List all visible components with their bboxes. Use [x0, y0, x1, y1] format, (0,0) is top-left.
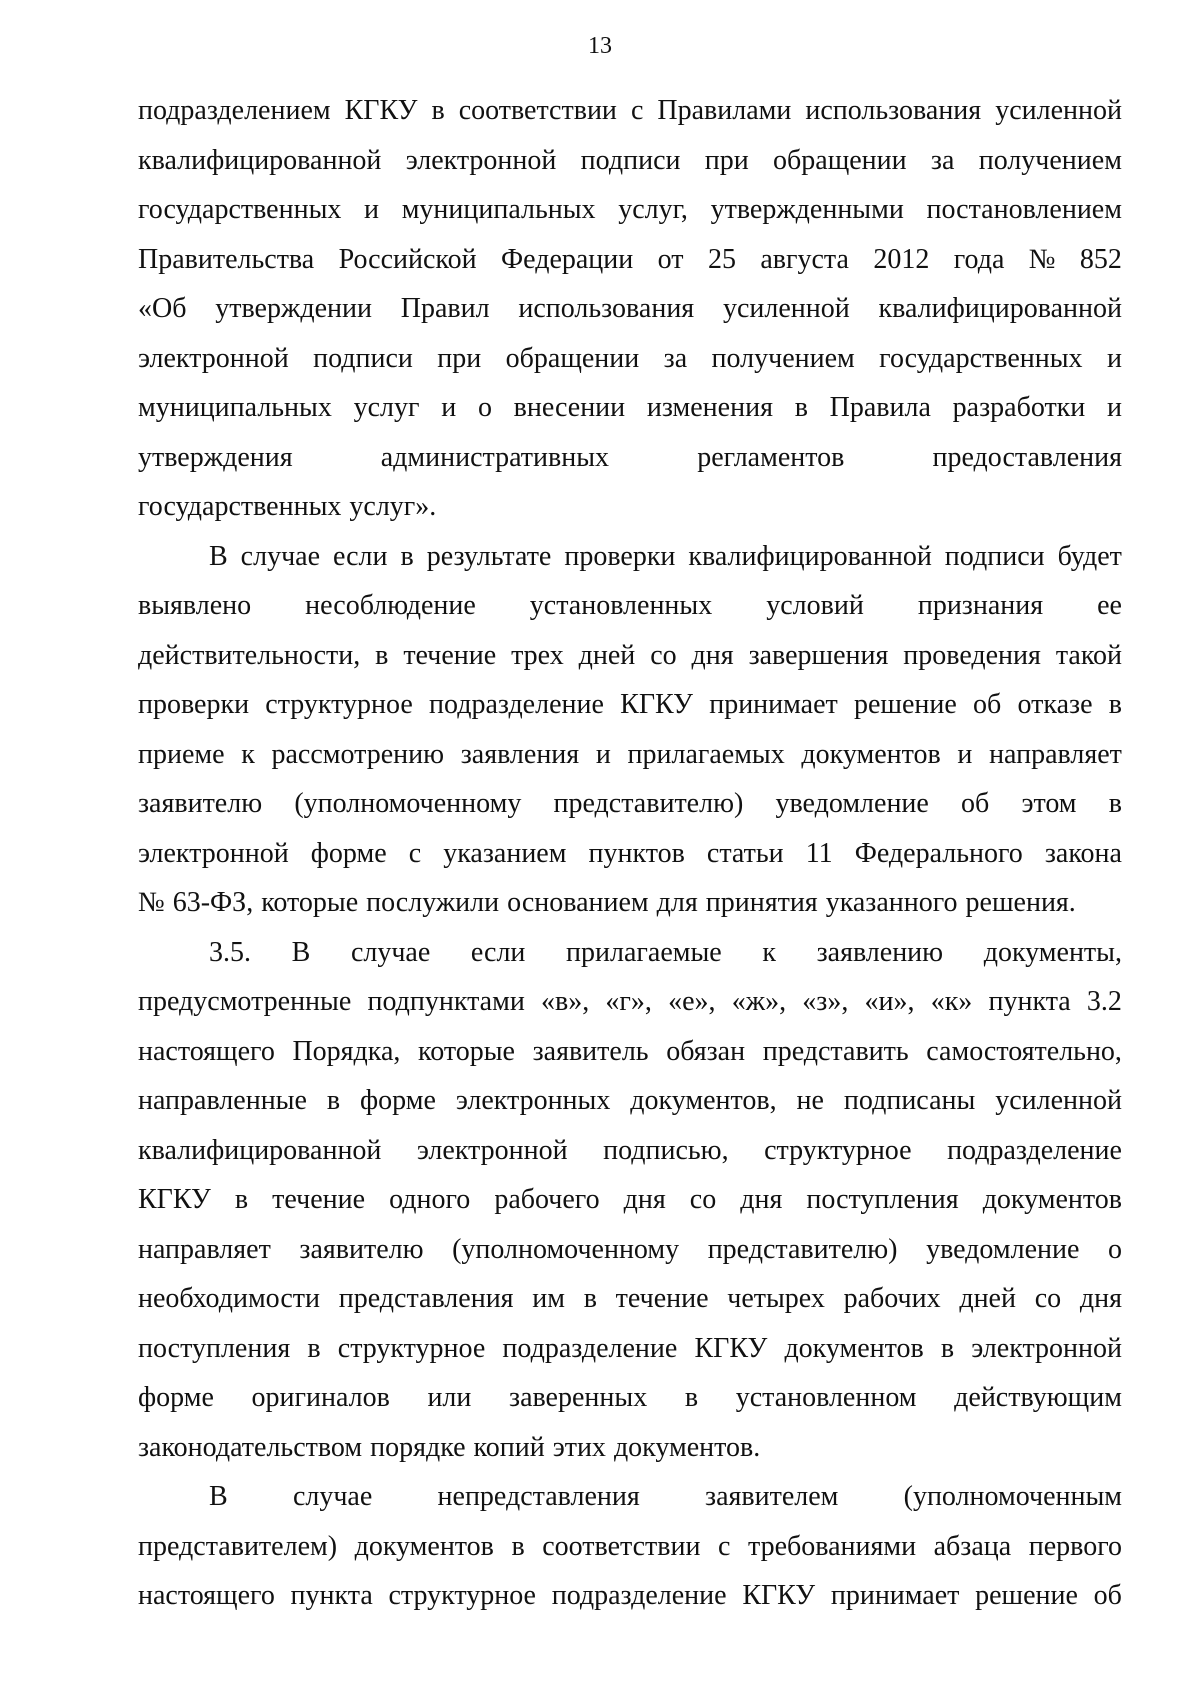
text-line: утверждения административных регламентов предоставления [138, 441, 1122, 473]
text-line: форме оригиналов или заверенных в установленном действующим [138, 1382, 1122, 1413]
text-line: 3.5. В случае если прилагаемые к заявлению документы, [209, 936, 1122, 968]
paragraph [138, 1472, 1122, 1621]
text-line: законодательством порядке копий этих документов. [138, 1431, 761, 1463]
text-line: поступления в структурное подразделение КГКУ документов в электронной [138, 1332, 1122, 1364]
text-line: № 63-ФЗ, которые послужили основанием для принятия указанного решения. [138, 887, 1076, 918]
text-line: предусмотренные подпунктами «в», «г», «е», «ж», «з», «и», «к» пункта 3.2 [138, 986, 1122, 1017]
text-line: муниципальных услуг и о внесении изменения в Правила разработки и [138, 392, 1122, 423]
text-line: приеме к рассмотрению заявления и прилагаемых документов и направляет [138, 738, 1122, 770]
text-line: настоящего Порядка, которые заявитель обязан представить самостоятельно, [138, 1035, 1122, 1067]
text-line: настоящего пункта структурное подразделение КГКУ принимает решение об [138, 1580, 1122, 1611]
document-body [138, 86, 1122, 1621]
text-line: государственных и муниципальных услуг, утвержденными постановлением [138, 194, 1122, 225]
paragraph [138, 928, 1122, 1473]
text-line: В случае если в результате проверки квалифицированной подписи будет [209, 540, 1122, 572]
text-line: проверки структурное подразделение КГКУ принимает решение об отказе в [138, 689, 1122, 720]
text-line: В случае непредставления заявителем (уполномоченным [209, 1481, 1122, 1512]
text-line: необходимости представления им в течение четырех рабочих дней со дня [138, 1283, 1122, 1314]
text-line: направленные в форме электронных документов, не подписаны усиленной [138, 1085, 1122, 1116]
paragraph [138, 532, 1122, 928]
text-line: электронной форме с указанием пунктов статьи 11 Федерального закона [138, 837, 1122, 869]
text-line: квалифицированной электронной подписи при обращении за получением [138, 144, 1122, 176]
text-line: «Об утверждении Правил использования усиленной квалифицированной [138, 293, 1122, 324]
text-line: направляет заявителю (уполномоченному представителю) уведомление о [138, 1233, 1122, 1265]
text-line: государственных услуг». [138, 491, 437, 522]
text-line: подразделением КГКУ в соответствии с Правилами использования усиленной [138, 95, 1122, 126]
paragraph [138, 86, 1122, 532]
text-line: электронной подписи при обращении за получением государственных и [138, 342, 1122, 374]
text-line: действительности, в течение трех дней со дня завершения проведения такой [138, 639, 1122, 671]
text-line: заявителю (уполномоченному представителю) уведомление об этом в [138, 788, 1122, 819]
text-line: выявлено несоблюдение установленных условий признания ее [138, 590, 1122, 621]
text-line: квалифицированной электронной подписью, структурное подразделение [138, 1134, 1122, 1166]
text-line: Правительства Российской Федерации от 25 августа 2012 года № 852 [138, 243, 1122, 275]
text-line: КГКУ в течение одного рабочего дня со дня поступления документов [138, 1184, 1122, 1215]
text-line: представителем) документов в соответствии с требованиями абзаца первого [138, 1530, 1122, 1562]
page-number: 13 [588, 33, 612, 59]
